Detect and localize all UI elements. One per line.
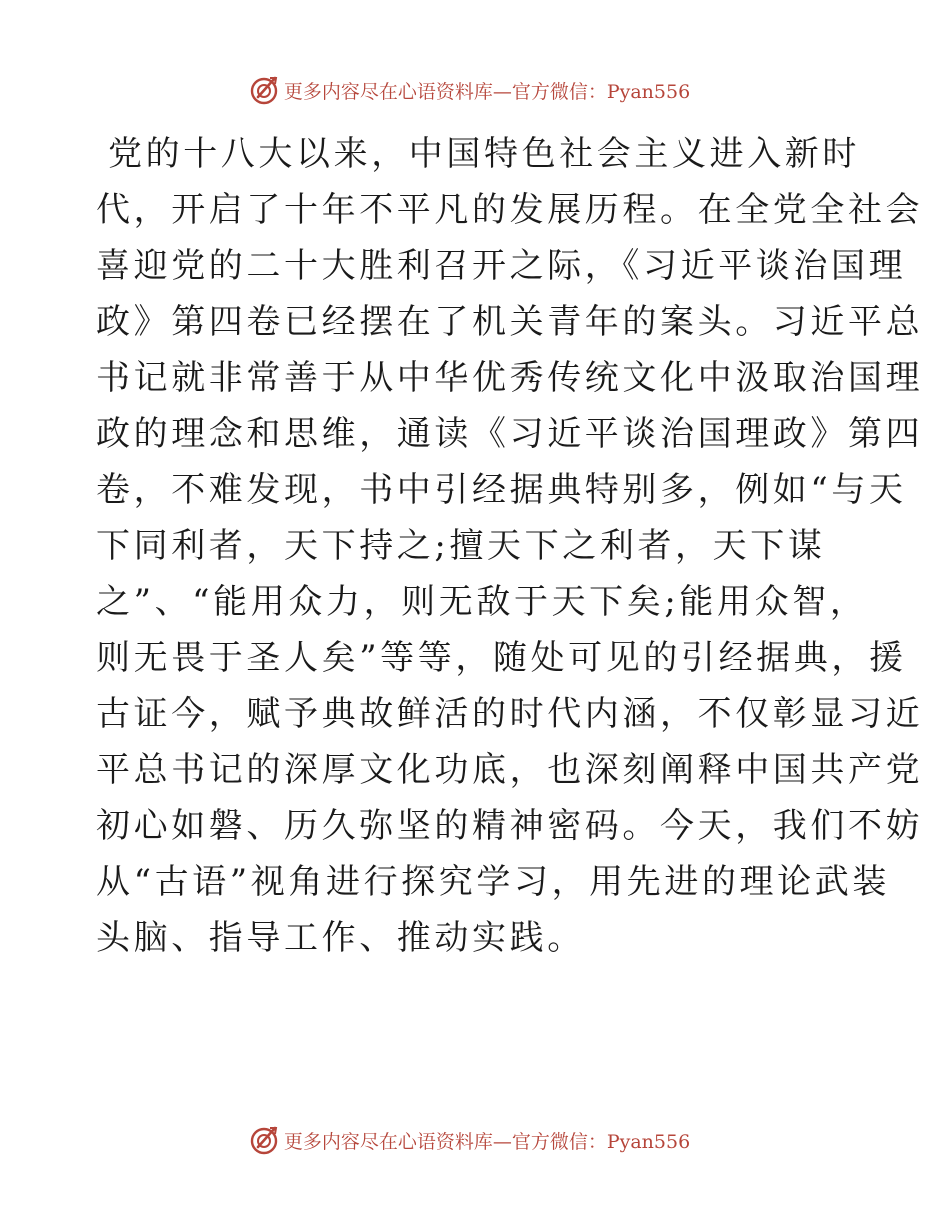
logo-icon xyxy=(248,74,280,106)
paragraph-line: 初心如磐、历久弥坚的精神密码。今天，我们不妨 xyxy=(96,806,924,846)
paragraph-line: 政》第四卷已经摆在了机关青年的案头。习近平总 xyxy=(96,302,924,342)
header-banner xyxy=(0,70,950,110)
paragraph-line: 党的十八大以来，中国特色社会主义进入新时 xyxy=(108,134,860,174)
footer-banner xyxy=(0,1120,950,1160)
paragraph-line: 从“古语”视角进行探究学习，用先进的理论武装 xyxy=(96,862,890,902)
paragraph-line: 平总书记的深厚文化功底，也深刻阐释中国共产党 xyxy=(96,750,924,790)
paragraph-line: 头脑、指导工作、推动实践。 xyxy=(96,918,585,958)
paragraph-line: 书记就非常善于从中华优秀传统文化中汲取治国理 xyxy=(96,358,924,398)
paragraph-line: 古证今，赋予典故鲜活的时代内涵，不仅彰显习近 xyxy=(96,694,924,734)
header-banner-text: 更多内容尽在心语资料库—官方微信：Pyan556 xyxy=(283,80,691,103)
paragraph-line: 之”、“能用众力，则无敌于天下矣;能用众智， xyxy=(96,582,868,622)
body-paragraph xyxy=(96,126,924,966)
paragraph-line: 政的理念和思维，通读《习近平谈治国理政》第四 xyxy=(96,414,924,454)
footer-banner-text: 更多内容尽在心语资料库—官方微信：Pyan556 xyxy=(283,1130,691,1153)
logo-icon xyxy=(248,1124,280,1156)
paragraph-line: 喜迎党的二十大胜利召开之际，《习近平谈治国理 xyxy=(96,246,907,286)
paragraph-line: 卷，不难发现，书中引经据典特别多，例如“与天 xyxy=(96,470,907,510)
paragraph-line: 则无畏于圣人矣”等等，随处可见的引经据典，援 xyxy=(96,638,907,678)
paragraph-line: 下同利者，天下持之;擅天下之利者，天下谋 xyxy=(96,526,826,566)
paragraph-line: 代，开启了十年不平凡的发展历程。在全党全社会 xyxy=(96,190,924,230)
